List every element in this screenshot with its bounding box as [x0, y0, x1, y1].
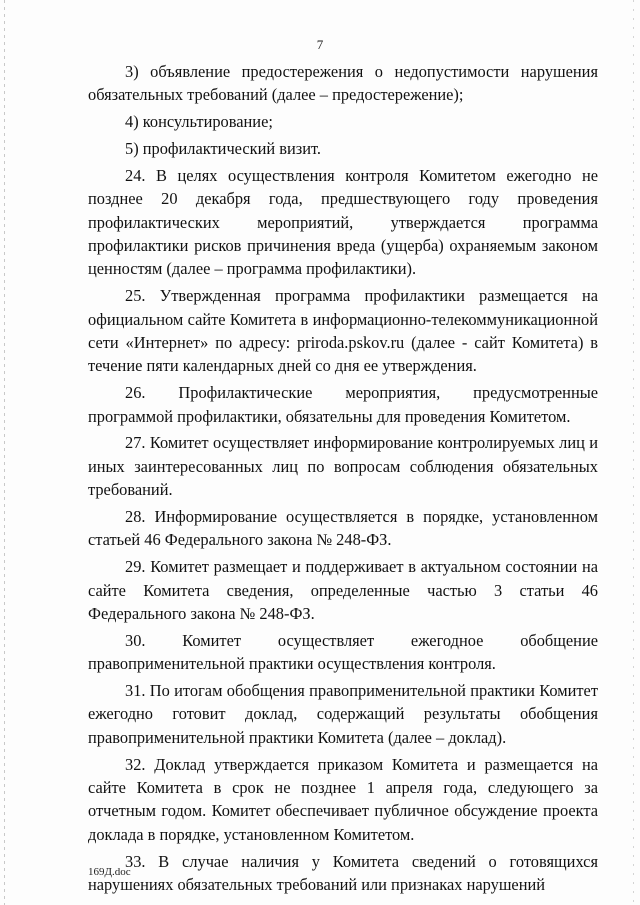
paragraph-29: 29. Комитет размещает и поддерживает в актуальном состоянии на сайте Комитета сведения, определенные частью 3 статьи 46 Федерального закона № 248-ФЗ. [88, 557, 598, 624]
paragraph-26: 26. Профилактические мероприятия, предусмотренные программой профилактики, обязательны для проведения Комитетом. [88, 383, 598, 426]
document-body [88, 60, 598, 897]
scan-edge-left [4, 0, 5, 905]
paragraph-30: 30. Комитет осуществляет ежегодное обобщение правоприменительной практики осуществления контроля. [88, 630, 598, 674]
paragraph-item-4: 4) консультирование; [125, 112, 273, 132]
file-name-footer: 169Д.doc [88, 866, 131, 878]
paragraph-25: 25. Утвержденная программа профилактики размещается на официальном сайте Комитета в информационно-телекоммуникационной сети «Интернет» по адресу: priroda.pskov.ru (далее - сайт Комитета) в течение пяти календарных дней со дня ее утверждения. [88, 286, 598, 376]
paragraph-24: 24. В целях осуществления контроля Комитетом ежегодно не позднее 20 декабря года, предшествующего году проведения профилактических мероприятий, утверждается программа профилактики рисков причинения вреда (ущерба) охраняемым законом ценностям (далее – программа профилактики). [88, 165, 598, 279]
paragraph-31: 31. По итогам обобщения правоприменительной практики Комитет ежегодно готовит доклад, содержащий результаты обобщения правоприменительной практики Комитета (далее – доклад). [88, 681, 598, 747]
scan-edge-right [633, 0, 634, 905]
page-number: 7 [316, 37, 324, 52]
paragraph-27: 27. Комитет осуществляет информирование контролируемых лиц и иных заинтересованных лиц по вопросам соблюдения обязательных требований. [88, 433, 598, 500]
paragraph-32: 32. Доклад утверждается приказом Комитета и размещается на сайте Комитета в срок не позднее 1 апреля года, следующего за отчетным годом. Комитет обеспечивает публичное обсуждение проекта доклада в порядке, установленном Комитетом. [88, 754, 598, 844]
paragraph-28: 28. Информирование осуществляется в порядке, установленном статьей 46 Федерального закона № 248-ФЗ. [88, 507, 598, 550]
paragraph-item-3: 3) объявление предостережения о недопустимости нарушения обязательных требований (далее – предостережение); [88, 62, 598, 105]
paragraph-item-5: 5) профилактический визит. [125, 139, 322, 158]
paragraph-33: 33. В случае наличия у Комитета сведений о готовящихся нарушениях обязательных требований или признаках нарушений [88, 851, 598, 895]
